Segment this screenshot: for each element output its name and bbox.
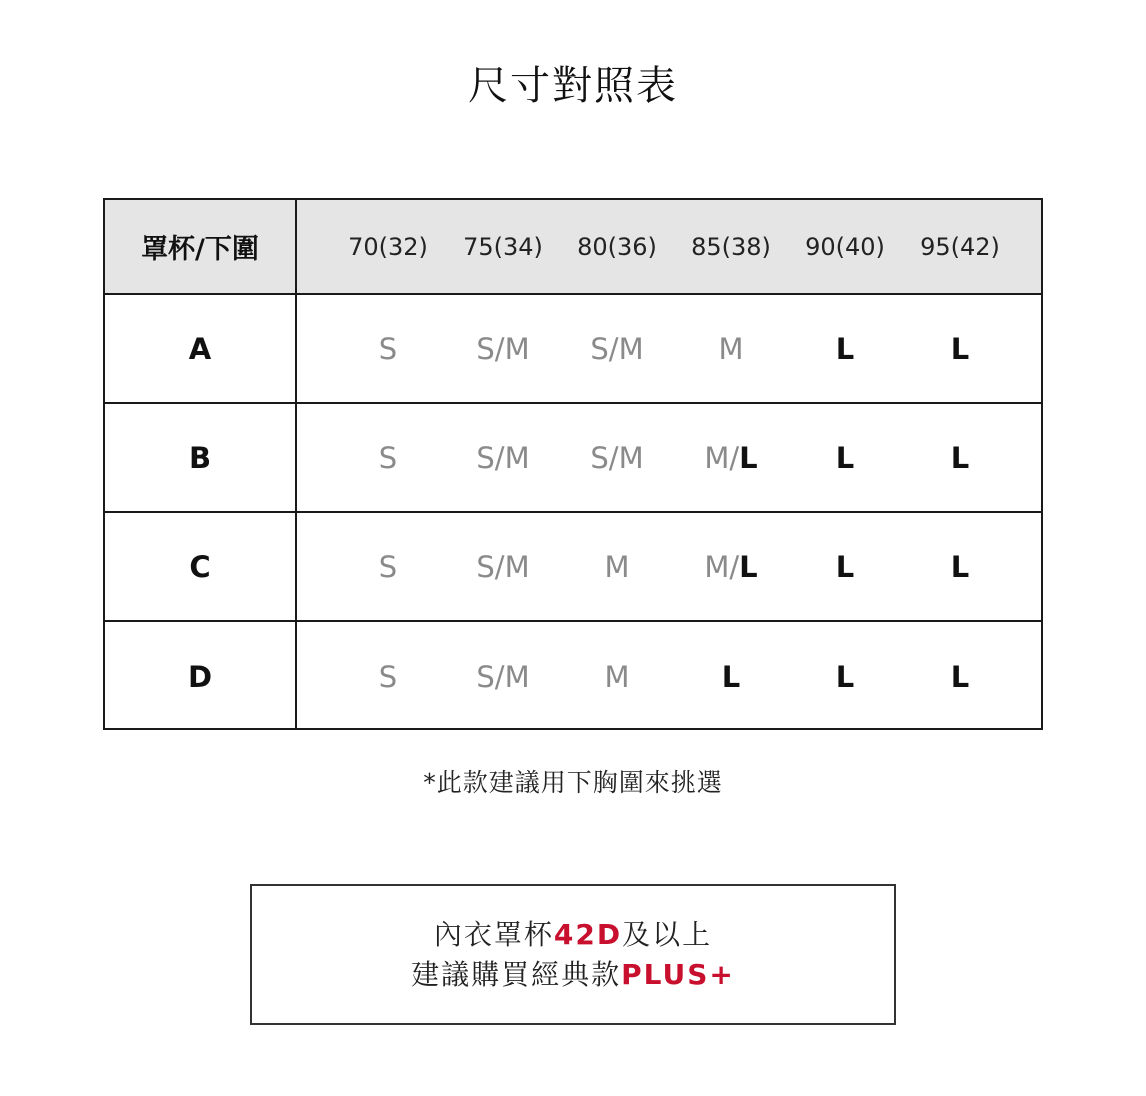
size-cell: S/M [476, 440, 530, 475]
size-cell: M/ L [704, 440, 758, 475]
selection-note: *此款建議用下胸圍來挑選 [423, 768, 723, 797]
size-cell: S/M [476, 549, 530, 584]
size-cell: S/M [590, 440, 644, 475]
size-cell: S [378, 440, 398, 475]
notice-line-1: 內衣罩杯42D及以上 [433, 917, 713, 951]
column-header: 90(40) [805, 232, 885, 261]
table-header-row [105, 200, 1041, 295]
size-cell: L [950, 440, 970, 475]
size-chart-table [103, 198, 1043, 730]
size-cell: L [721, 659, 741, 694]
size-cell: L [835, 659, 855, 694]
table-row [105, 622, 1041, 731]
plus-size-notice-box [250, 884, 896, 1025]
size-cell: S/M [476, 331, 530, 366]
table-row [105, 404, 1041, 513]
size-cell: L [950, 659, 970, 694]
column-divider [295, 200, 297, 728]
size-cell: M [604, 549, 630, 584]
size-cell: S/M [476, 659, 530, 694]
table-row [105, 513, 1041, 622]
column-header: 75(34) [463, 232, 543, 261]
cup-label: D [187, 659, 213, 694]
size-cell: M [604, 659, 630, 694]
column-header: 95(42) [920, 232, 1000, 261]
size-cell: L [835, 549, 855, 584]
size-cell: M [718, 331, 744, 366]
size-cell: L [950, 549, 970, 584]
column-header: 85(38) [691, 232, 771, 261]
size-cell: S [378, 549, 398, 584]
cup-label: B [188, 440, 212, 475]
notice-line-2: 建議購買經典款PLUS+ [411, 957, 735, 991]
size-cell: L [835, 440, 855, 475]
table-row [105, 295, 1041, 404]
size-cell: M/ L [704, 549, 758, 584]
size-cell: L [950, 331, 970, 366]
page-title: 尺寸對照表 [468, 63, 678, 109]
size-cell: S [378, 331, 398, 366]
column-header: 80(36) [577, 232, 657, 261]
size-cell: L [835, 331, 855, 366]
column-header: 70(32) [348, 232, 428, 261]
corner-header-label: 罩杯/下圍 [141, 234, 259, 265]
size-cell: S [378, 659, 398, 694]
size-cell: S/M [590, 331, 644, 366]
cup-label: C [189, 549, 211, 584]
cup-label: A [188, 331, 212, 366]
